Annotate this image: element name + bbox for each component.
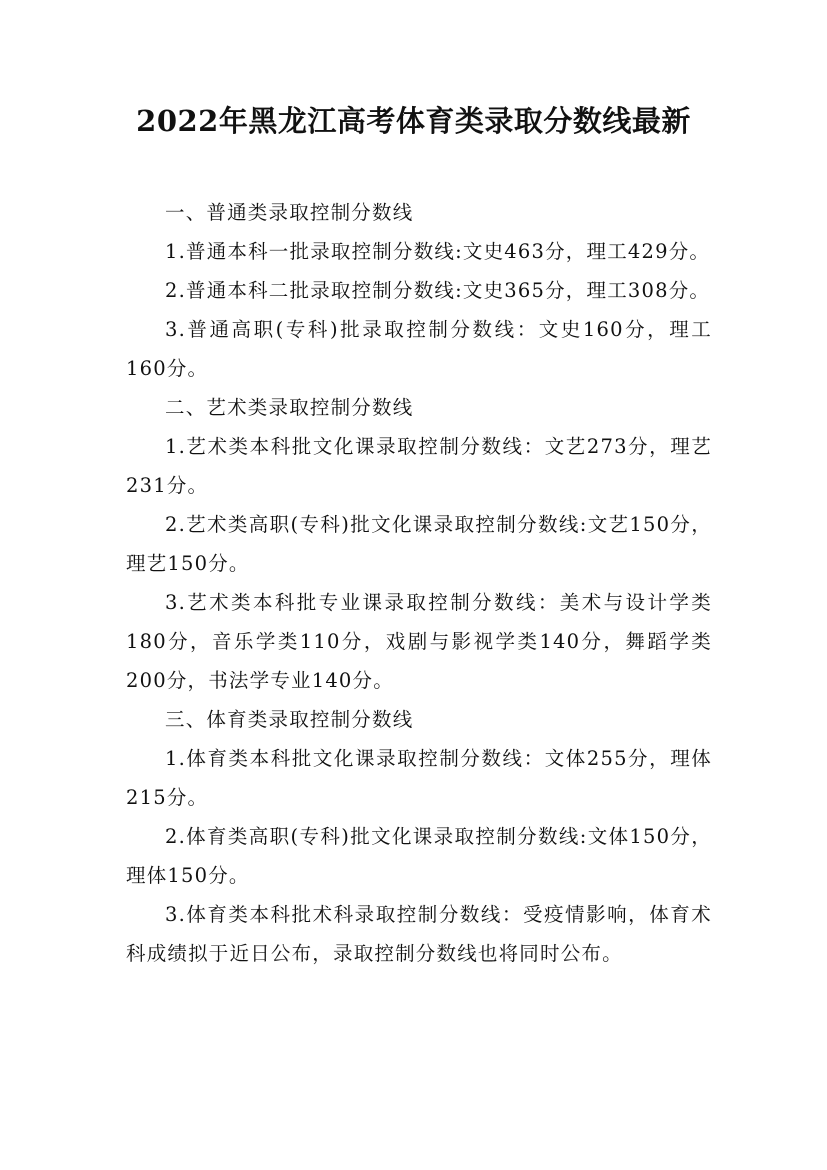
document-title: 2022年黑龙江高考体育类录取分数线最新: [136, 104, 691, 138]
document-body: [126, 193, 712, 973]
paragraph-art-2: 2.艺术类高职(专科)批文化课录取控制分数线:文艺150分，理艺150分。: [126, 513, 712, 575]
section-heading-general: 一、普通类录取控制分数线: [165, 201, 414, 224]
paragraph-art-3: 3.艺术类本科批专业课录取控制分数线：美术与设计学类180分，音乐学类110分，戏剧与影视学类140分，舞蹈学类200分，书法学专业140分。: [126, 591, 712, 692]
paragraph-general-1: 1.普通本科一批录取控制分数线:文史463分，理工429分。: [165, 240, 711, 263]
paragraph-general-3: 3.普通高职(专科)批录取控制分数线：文史160分，理工160分。: [126, 318, 712, 380]
paragraph-general-2: 2.普通本科二批录取控制分数线:文史365分，理工308分。: [165, 279, 711, 302]
paragraph-art-1: 1.艺术类本科批文化课录取控制分数线：文艺273分，理艺231分。: [126, 435, 712, 497]
paragraph-sports-2: 2.体育类高职(专科)批文化课录取控制分数线:文体150分，理体150分。: [126, 825, 712, 887]
paragraph-sports-1: 1.体育类本科批文化课录取控制分数线：文体255分，理体215分。: [126, 747, 712, 809]
section-heading-sports: 三、体育类录取控制分数线: [165, 708, 414, 731]
paragraph-sports-3: 3.体育类本科批术科录取控制分数线：受疫情影响，体育术科成绩拟于近日公布，录取控制分数线也将同时公布。: [126, 903, 712, 965]
section-heading-art: 二、艺术类录取控制分数线: [165, 396, 414, 419]
